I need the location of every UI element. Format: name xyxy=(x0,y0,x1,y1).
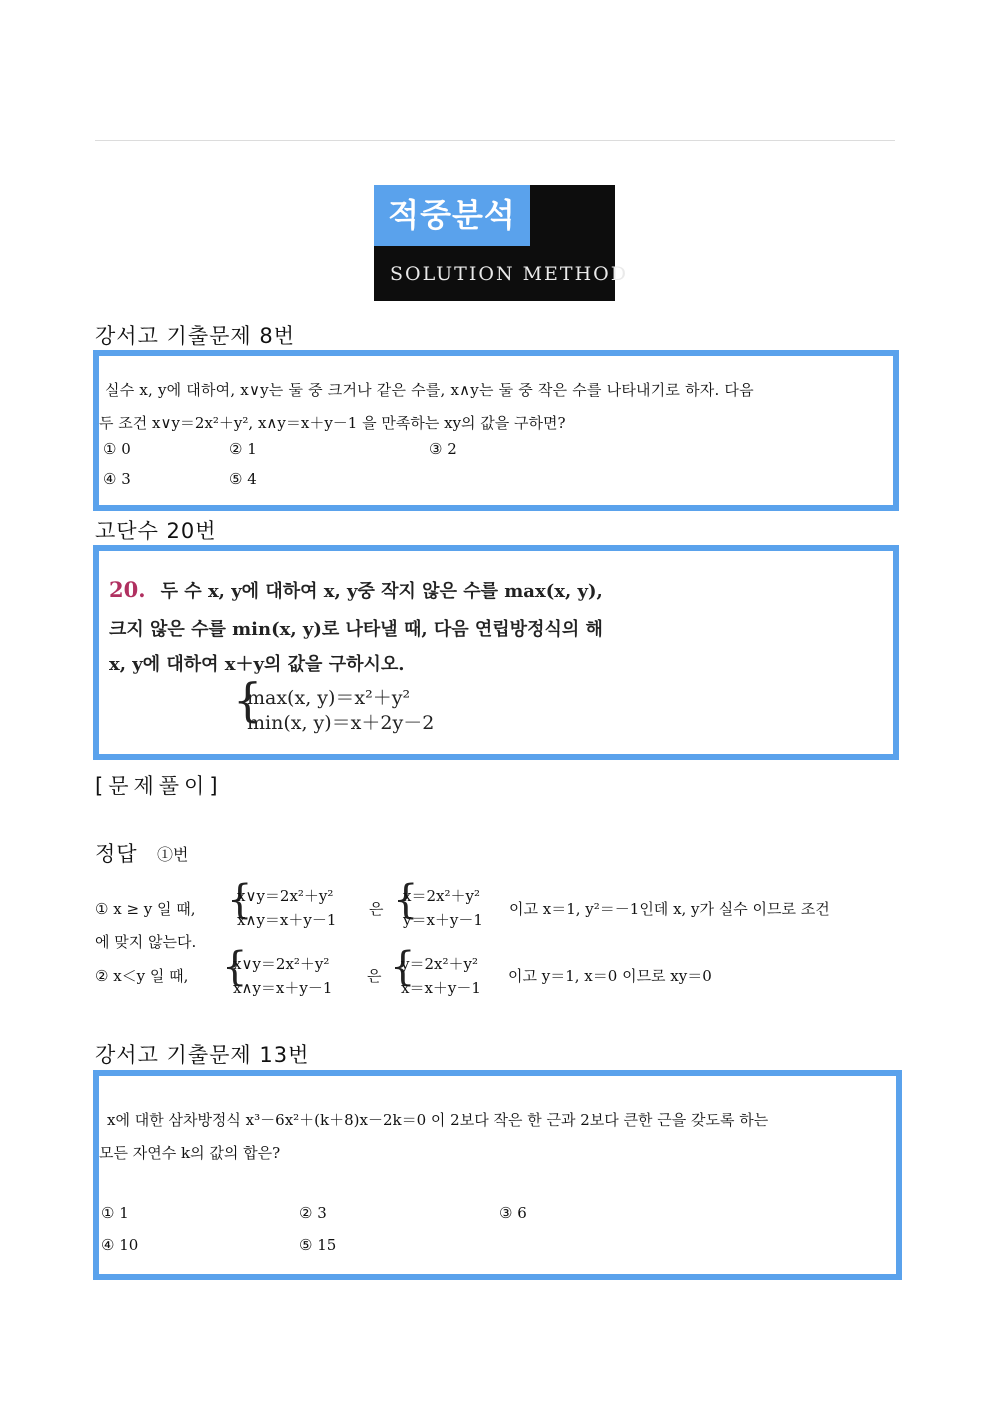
case2-brace-1: { xyxy=(222,944,248,990)
problem1-choice-4: ④ 3 xyxy=(103,470,131,488)
case1-continuation: 에 맞지 않는다. xyxy=(95,933,197,951)
problem1-choice-2: ② 1 xyxy=(229,440,257,458)
problem2-eq1: max(x, y)＝x²＋y² xyxy=(247,687,411,709)
case1-prefix: ① x ≥ y 일 때, xyxy=(95,900,196,918)
case2-brace-2: { xyxy=(390,944,416,990)
problem3-choice-4: ④ 10 xyxy=(101,1236,139,1254)
section1-heading: 강서고 기출문제 8번 xyxy=(95,324,295,348)
case2-eun: 은 xyxy=(367,967,382,985)
case2-sys2-line2: x＝x＋y－1 xyxy=(401,979,481,997)
problem3-choice-3: ③ 6 xyxy=(499,1204,527,1222)
problem1-line1: 실수 x, y에 대하여, x∨y는 둘 중 크거나 같은 수를, x∧y는 둘 중 작은 수를 나타내기로 하자. 다음 xyxy=(105,381,754,399)
case1-brace-1: { xyxy=(227,877,253,923)
problem1-choice-5: ⑤ 4 xyxy=(229,470,257,488)
problem3-line2: 모든 자연수 k의 값의 합은? xyxy=(99,1144,281,1162)
section3-heading: 강서고 기출문제 13번 xyxy=(95,1043,310,1067)
case2-suffix: 이고 y＝1, x＝0 이므로 xy＝0 xyxy=(508,967,712,985)
problem1-choice-1: ① 0 xyxy=(103,440,131,458)
case2-prefix: ② x＜y 일 때, xyxy=(95,967,189,985)
problem3-line1: x에 대한 삼차방정식 x³－6x²＋(k＋8)x－2k＝0 이 2보다 작은 한 근과 2보다 큰한 근을 갖도록 하는 xyxy=(107,1111,769,1129)
problem3-choice-5: ⑤ 15 xyxy=(299,1236,337,1254)
problem2-line3: x, y에 대하여 x＋y의 값을 구하시오. xyxy=(109,654,405,675)
problem2-line1: 두 수 x, y에 대하여 x, y중 작지 않은 수를 max(x, y), xyxy=(160,581,603,602)
section2-heading: 고단수 20번 xyxy=(95,519,217,543)
problem-box-2 xyxy=(93,545,899,760)
answer-value: ①번 xyxy=(157,845,189,864)
case1-sys1-line1: x∨y＝2x²＋y² xyxy=(237,887,334,905)
problem-box-1 xyxy=(93,350,899,511)
problem3-choice-1: ① 1 xyxy=(101,1204,129,1222)
problem2-line1-row xyxy=(109,577,603,603)
answer-label: 정답 xyxy=(95,842,138,866)
case2-sys1-line2: x∧y＝x＋y－1 xyxy=(233,979,333,997)
problem-box-3 xyxy=(93,1070,902,1280)
case1-suffix: 이고 x＝1, y²＝－1인데 x, y가 실수 이므로 조건 xyxy=(509,900,830,918)
problem3-choice-2: ② 3 xyxy=(299,1204,327,1222)
badge-subtitle: SOLUTION METHOD xyxy=(390,263,628,285)
badge-title: 적중분석 xyxy=(374,185,530,246)
case1-brace-2: { xyxy=(393,877,419,923)
problem1-line2: 두 조건 x∨y＝2x²＋y², x∧y＝x＋y－1 을 만족하는 xy의 값을 구하면? xyxy=(99,414,566,432)
problem1-choice-3: ③ 2 xyxy=(429,440,457,458)
problem2-line2: 크지 않은 수를 min(x, y)로 나타낼 때, 다음 연립방정식의 해 xyxy=(109,619,603,640)
solution-badge xyxy=(374,185,628,301)
top-divider xyxy=(95,140,895,141)
problem2-brace: { xyxy=(233,673,263,727)
solution-heading: [문제풀이] xyxy=(95,774,223,798)
problem2-number: 20. xyxy=(109,577,146,602)
case1-eun: 은 xyxy=(369,900,384,918)
case1-sys2-line2: y＝x＋y－1 xyxy=(403,911,483,929)
problem2-eq2: min(x, y)＝x＋2y－2 xyxy=(247,712,435,734)
case1-sys2-line1: x＝2x²＋y² xyxy=(403,887,480,905)
case2-sys2-line1: y＝2x²＋y² xyxy=(401,955,478,973)
case2-sys1-line1: x∨y＝2x²＋y² xyxy=(233,955,330,973)
case1-sys1-line2: x∧y＝x＋y－1 xyxy=(237,911,337,929)
